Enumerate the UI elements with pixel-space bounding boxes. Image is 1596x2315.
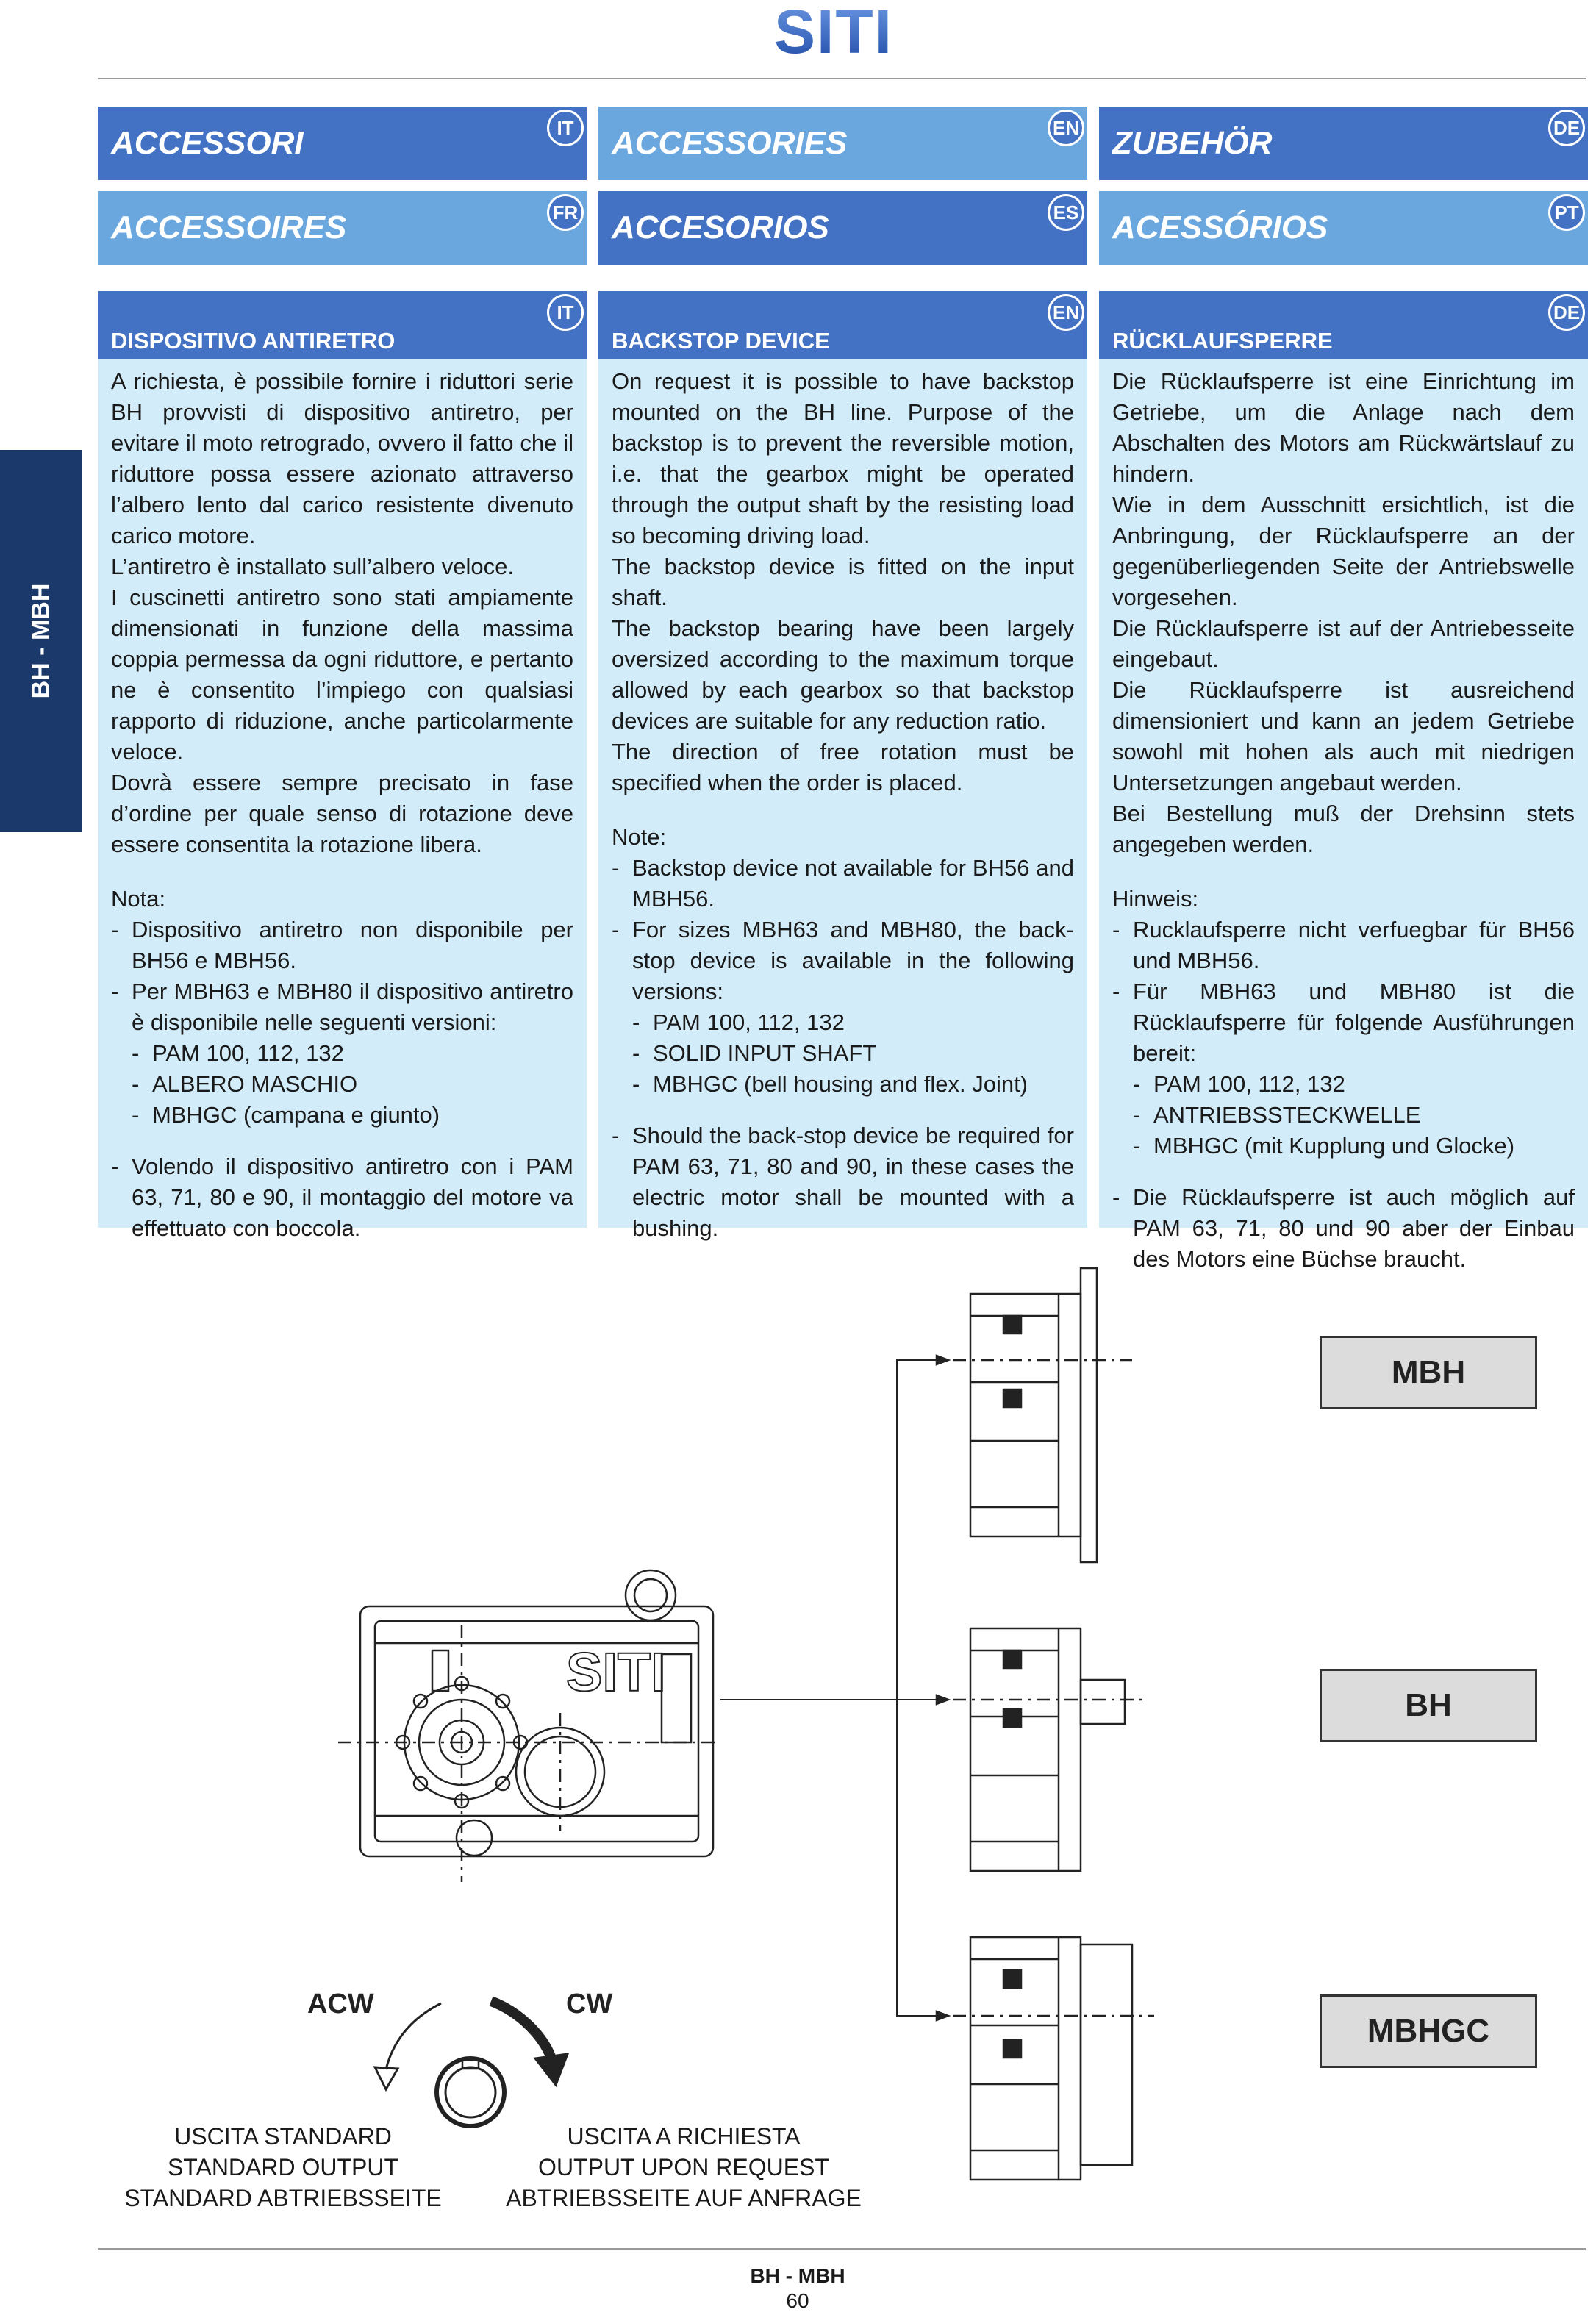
mbhgc-side-view [953, 1937, 1154, 2180]
lang-badge-de: DE [1548, 294, 1585, 331]
lang-badge-en: EN [1048, 110, 1084, 146]
header-label: ACCESSORIES [612, 125, 848, 161]
note-item: - Dispositivo antiretro non disponibile per BH56 e MBH56. [111, 917, 573, 973]
header-accesorios [598, 191, 1087, 265]
header-label: ZUBEHÖR [1112, 125, 1273, 161]
rotation-symbol [375, 2001, 568, 2126]
version-item: - PAM 100, 112, 132 [1133, 1071, 1345, 1097]
mbh-side-view [953, 1268, 1132, 1562]
side-tab [0, 450, 82, 832]
cw-label: CW [566, 1989, 613, 2019]
version-item: - MBHGC (campana e giunto) [132, 1102, 440, 1128]
variant-label-bh: BH [1320, 1669, 1537, 1742]
lang-badge-es: ES [1048, 194, 1084, 231]
note-title: Note: [612, 824, 667, 850]
header-accessori [98, 107, 587, 180]
lang-badge-pt: PT [1548, 194, 1585, 231]
paragraph: Dovrà essere sempre precisato in fase d’ordine per quale senso di rotazione deve essere consentita la rotazione libera. [111, 770, 573, 857]
version-item: - MBHGC (bell housing and flex. Joint) [632, 1071, 1028, 1097]
paragraph: Wie in dem Ausschnitt ersichtlich, ist die Anbringung, der Rücklaufsperre an der gegenüberliegenden Seite der Antriebswelle vorgesehen. [1112, 492, 1575, 610]
note-title: Hinweis: [1112, 886, 1199, 912]
acw-label: ACW [307, 1989, 374, 2019]
section-header-it [98, 291, 587, 359]
lang-badge-fr: FR [547, 194, 584, 231]
version-item: - MBHGC (mit Kupplung und Glocke) [1133, 1133, 1515, 1159]
logo-text: SITI [773, 4, 894, 60]
section-title: DISPOSITIVO ANTIRETRO [111, 328, 396, 354]
note-item: - For sizes MBH63 and MBH80, the back-stop device is available in the following versions: [612, 917, 1074, 1004]
section-header-en [598, 291, 1087, 359]
note-item: - Per MBH63 e MBH80 il dispositivo antiretro è disponibile nelle seguenti versioni: [111, 978, 573, 1035]
siti-logo [772, 4, 895, 60]
gearbox-front-view [338, 1570, 720, 1882]
header-label: ACCESSOIRES [111, 210, 347, 246]
variant-label-mbhgc: MBHGC [1320, 1994, 1537, 2068]
note-item: - Volendo il dispositivo antiretro con i PAM 63, 71, 80 e 90, il montaggio del motore va effettuato con boccola. [111, 1153, 573, 1241]
connector-lines [720, 1360, 948, 2016]
lang-badge-en: EN [1048, 294, 1084, 331]
header-label: ACCESSORI [111, 125, 304, 161]
section-it [98, 291, 587, 1241]
version-item: - PAM 100, 112, 132 [632, 1009, 845, 1035]
page-number: 60 [786, 2289, 809, 2312]
note-item: - Für MBH63 und MBH80 ist die Rücklaufsperre für folgende Ausführungen bereit: [1112, 978, 1575, 1066]
note-item: - Rucklaufsperre nicht verfuegbar für BH56 und MBH56. [1112, 917, 1575, 973]
header-zubehor [1099, 107, 1588, 180]
note-title: Nota: [111, 886, 166, 912]
lang-badge-de: DE [1548, 110, 1585, 146]
section-title: RÜCKLAUFSPERRE [1112, 328, 1333, 354]
paragraph: The direction of free rotation must be specified when the order is placed. [612, 739, 1074, 795]
header-accessoires [98, 191, 587, 265]
header-acessorios [1099, 191, 1588, 265]
version-item: - SOLID INPUT SHAFT [632, 1040, 877, 1066]
note-item: - Should the back-stop device be required for PAM 63, 71, 80 and 90, in these cases the electric motor shall be mounted with a bushing. [612, 1123, 1074, 1241]
paragraph: On request it is possible to have backstop mounted on the BH line. Purpose of the backstop is to prevent the reversible motion, i.e. that the gearbox might be operated through the output shaft by the resisting load so becoming driving load. [612, 368, 1074, 548]
section-en [598, 291, 1087, 1241]
paragraph: A richiesta, è possibile fornire i riduttori serie BH provvisti di dispositivo antiretro, per evitare il moto retrogrado, ovvero il fatto che il riduttore possa essere azionato attraverso l’albero lento dal carico resistente divenuto carico motore. [111, 368, 573, 548]
top-rule [98, 78, 1586, 79]
version-item: - ANTRIEBSSTECKWELLE [1133, 1102, 1421, 1128]
header-label: ACCESORIOS [612, 210, 829, 246]
paragraph: I cuscinetti antiretro sono stati ampiamente dimensionati in funzione della massima coppia permessa da ogni riduttore, e pertanto ne è consentito l’impiego con qualsiasi rapporto di riduzione, anche particolarmente veloce. [111, 584, 573, 765]
paragraph: The backstop device is fitted on the input shaft. [612, 554, 1074, 610]
note-item: - Backstop device not available for BH56 and MBH56. [612, 855, 1074, 912]
lang-badge-it: IT [547, 294, 584, 331]
header-accessories [598, 107, 1087, 180]
header-label: ACESSÓRIOS [1112, 210, 1328, 246]
section-header-de [1099, 291, 1588, 359]
side-tab-label: BH - MBH [26, 583, 55, 699]
paragraph: The backstop bearing have been largely oversized according to the maximum torque allowed by each gearbox so that backstop devices are suitable for any reduction ratio. [612, 615, 1074, 734]
paragraph: Die Rücklaufsperre ist auf der Antriebesseite eingebaut. [1112, 615, 1575, 672]
lang-badge-it: IT [547, 110, 584, 146]
paragraph: L’antiretro è installato sull’albero veloce. [111, 554, 514, 579]
paragraph: Die Rücklaufsperre ist ausreichend dimensioniert und kann an jedem Getriebe sowohl mit hohen als auch mit niedrigen Untersetzungen angebaut werden. [1112, 677, 1575, 795]
housing-logo: SITI [566, 1642, 666, 1703]
note-item: - Die Rücklaufsperre ist auch möglich auf PAM 63, 71, 80 und 90 aber der Einbau des Motors eine Büchse braucht. [1112, 1184, 1575, 1272]
paragraph: Die Rücklaufsperre ist eine Einrichtung im Getriebe, um die Anlage nach dem Abschalten des Motors am Rückwärtslauf zu hindern. [1112, 368, 1575, 487]
section-title: BACKSTOP DEVICE [612, 328, 830, 354]
bottom-rule [98, 2248, 1586, 2250]
version-item: - PAM 100, 112, 132 [132, 1040, 344, 1066]
bh-side-view [953, 1628, 1147, 1871]
version-item: - ALBERO MASCHIO [132, 1071, 358, 1097]
variant-label-mbh: MBH [1320, 1336, 1537, 1409]
paragraph: Bei Bestellung muß der Drehsinn stets angegeben werden. [1112, 801, 1575, 857]
section-de [1099, 291, 1588, 1272]
footer-series: BH - MBH [750, 2264, 845, 2287]
caption-output-on-request: USCITA A RICHIESTA OUTPUT UPON REQUEST ABTRIEBSSEITE AUF ANFRAGE [506, 2123, 862, 2211]
caption-standard-output: USCITA STANDARD STANDARD OUTPUT STANDARD ABTRIEBSSEITE [124, 2123, 442, 2211]
